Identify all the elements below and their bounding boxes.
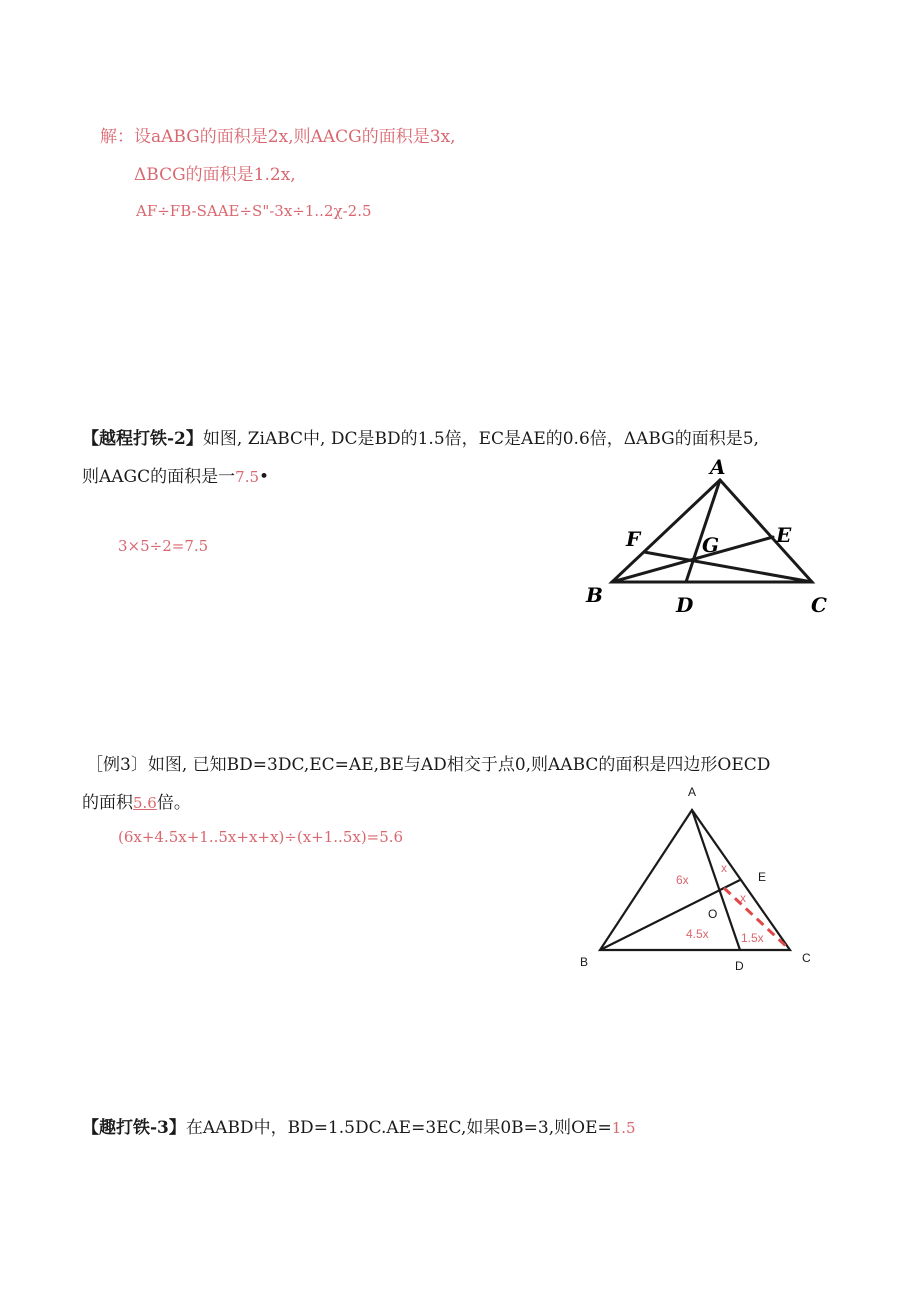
solution1-line1 [100, 122, 456, 147]
problem2-line1 [82, 424, 759, 449]
solution1-line3 [136, 202, 372, 220]
fig2-label-b: B [586, 583, 603, 607]
fig3-area-x-top: x [721, 861, 727, 875]
solution1-text1: 设aABG的面积是2x,则AACG的面积是3x, [134, 127, 456, 147]
fig3-area-x-mid: x [740, 891, 746, 905]
problem2-answer-suffix: • [259, 467, 270, 487]
example3-text2-prefix: 的面积 [82, 793, 133, 813]
fig3-label-d: D [735, 959, 744, 973]
segment-be [600, 880, 740, 950]
example3-work: (6x+4.5x+1..5x+x+x)÷(x+1..5x)=5.6 [118, 828, 404, 846]
problem3-answer: 1.5 [611, 1119, 636, 1137]
example3-answer: 5.6 [133, 794, 157, 812]
problem3-text: 在AABD中，BD=1.5DC.AE=3EC,如果0B=3,则OE= [185, 1118, 612, 1138]
fig3-area-1-5x: 1.5x [741, 931, 764, 945]
problem2-answer: 7.5 [235, 468, 260, 486]
fig3-label-e: E [758, 870, 767, 884]
fig3-label-o: O [708, 907, 718, 921]
problem3-line [82, 1113, 636, 1138]
problem2-work: 3×5÷2=7.5 [118, 537, 209, 555]
problem2-line2 [82, 462, 269, 487]
example3-line2 [82, 788, 191, 813]
fig2-label-a: A [710, 455, 726, 479]
solution1-formula: AF÷FB-SAAE÷S" [136, 202, 270, 220]
fig3-area-6x: 6x [676, 873, 689, 887]
fig3-label-a: A [688, 785, 697, 799]
solution1-line2: ΔBCG的面积是1.2x, [134, 165, 296, 185]
problem2-text1: 如图, ZiABC中, DC是BD的1.5倍，EC是AE的0.6倍，ΔABG的面积是5, [202, 429, 759, 449]
problem3-bracket-label: 【趣打铁-3】 [82, 1118, 186, 1138]
solution1-prefix: 解： [100, 127, 134, 147]
fig3-label-c: C [802, 951, 811, 965]
fig2-label-c: C [811, 593, 827, 617]
fig2-label-g: G [702, 533, 720, 557]
problem2-triangle-figure [580, 456, 840, 616]
fig2-label-d: D [676, 593, 694, 617]
fig3-label-b: B [580, 955, 589, 969]
fig3-area-4-5x: 4.5x [686, 927, 709, 941]
example3-bracket-label: ［例3〕 [86, 755, 148, 775]
example3-line1 [86, 750, 770, 775]
fig2-label-e: E [776, 523, 792, 547]
example3-text2-suffix: 倍。 [156, 793, 191, 813]
example3-triangle-figure [574, 780, 824, 980]
problem2-text2: 则AAGC的面积是一 [82, 467, 236, 487]
solution1-formula-red: -3x÷1..2χ-2.5 [269, 202, 372, 220]
fig2-label-f: F [626, 527, 641, 551]
example3-text1: 如图, 已知BD=3DC,EC=AE,BE与AD相交于点0,则AABC的面积是四边形OECD [147, 755, 771, 775]
problem2-bracket-label: 【越程打铁-2】 [82, 429, 203, 449]
